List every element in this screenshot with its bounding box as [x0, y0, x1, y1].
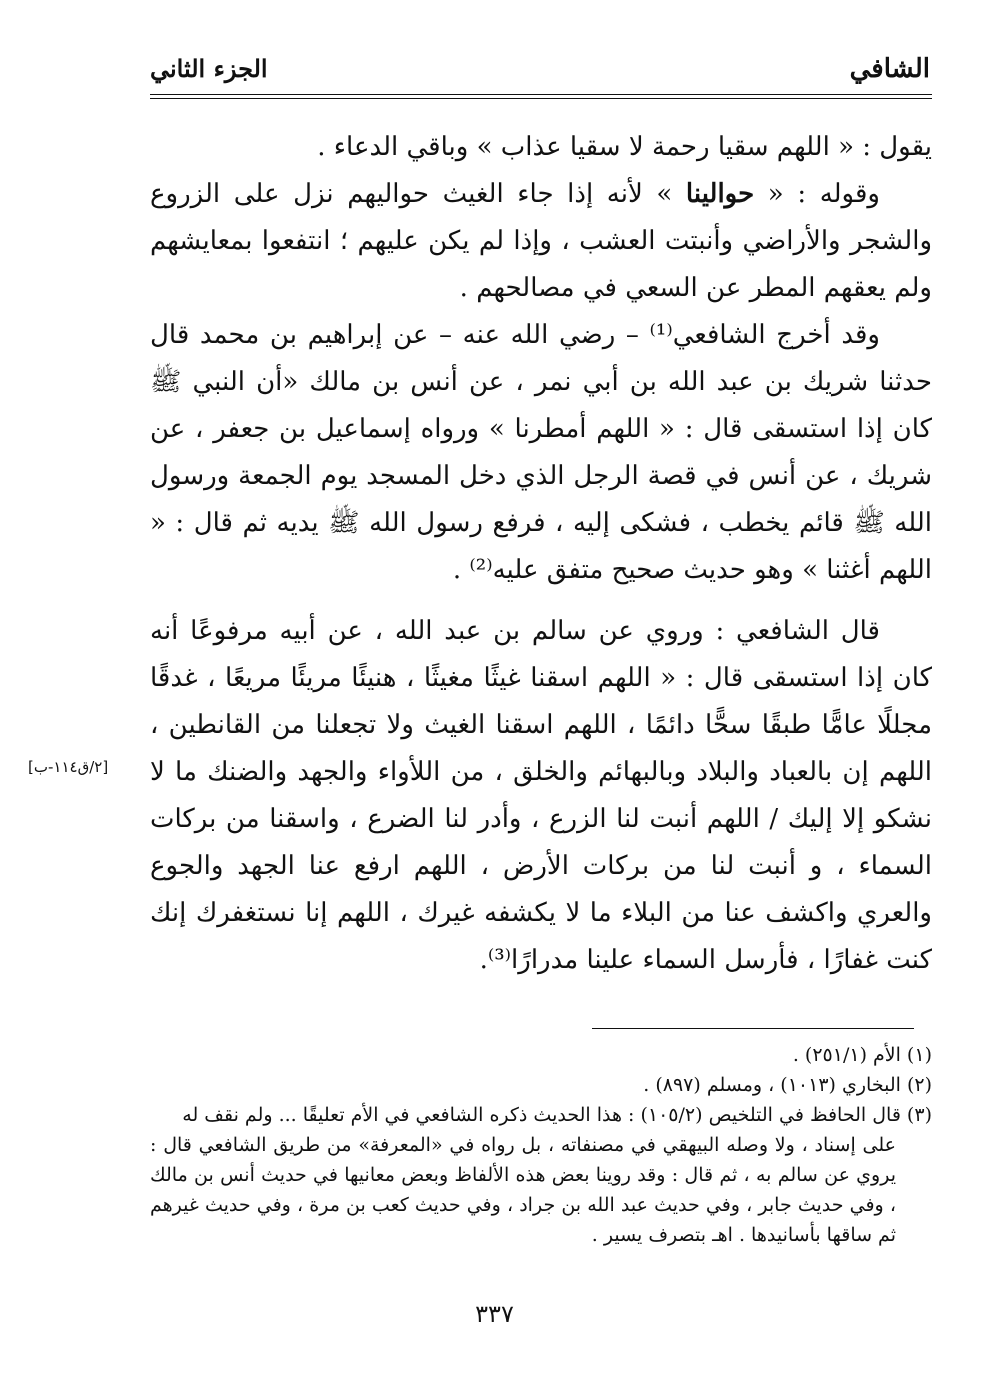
- paragraph-2-prefix: وقوله : «: [754, 179, 880, 209]
- footnote-2: (٢) البخاري (١٠١٣) ، ومسلم (٨٩٧) .: [643, 1074, 932, 1096]
- paragraph-2-rest: » لأنه إذا جاء الغيث حواليهم نزل على الزروع والشجر والأراضي وأنبتت العشب ، وإذا لم يكن عليهم ؛ انتفعوا بمعايشهم ولم يعقهم المطر عن السعي في مصالحهم .: [150, 179, 932, 303]
- main-text: [150, 124, 932, 984]
- footnote-separator: [592, 1028, 914, 1029]
- page-number: ٣٣٧: [475, 1300, 514, 1328]
- volume-label: الجزء الثاني: [150, 54, 268, 83]
- book-title: الشافي: [849, 54, 930, 84]
- running-header: [150, 52, 930, 92]
- header-rule: [150, 94, 932, 99]
- paragraph-3: وقد أخرج الشافعي⁽¹⁾ – رضي الله عنه – عن إبراهيم بن محمد قال حدثنا شريك بن عبد الله بن أبي نمر ، عن أنس بن مالك «أن النبي ﷺ كان إذا استسقى قال : « اللهم أمطرنا » ورواه إسماعيل بن جعفر ، عن شريك ، عن أنس في قصة الرجل الذي دخل المسجد يوم الجمعة ورسول الله ﷺ قائم يخطب ، فشكى إليه ، فرفع رسول الله ﷺ يديه ثم قال : « اللهم أغثنا » وهو حديث صحيح متفق عليه⁽²⁾ .: [150, 320, 932, 585]
- footnote-1: (١) الأم (٢٥١/١) .: [792, 1044, 932, 1066]
- highlighted-word: حوالينا: [685, 179, 755, 209]
- paragraph-2: [150, 171, 932, 312]
- footnote-3-first-line: (٣) قال الحافظ في التلخيص (١٠٥/٢) : هذا الحديث ذكره الشافعي في الأم تعليقًا ... ولم نقف له: [182, 1104, 932, 1126]
- manuscript-folio-marker: [٢/ق١١٤-ب]: [28, 758, 109, 776]
- paragraph-1: يقول : « اللهم سقيا رحمة لا سقيا عذاب » وباقي الدعاء .: [317, 132, 932, 162]
- footnote-3-continuation: على إسناد ، ولا وصله البيهقي في مصنفاته ، بل رواه في «المعرفة» من طريق الشافعي قال : يروي عن سالم به ، ثم قال : وقد روينا بعض هذه الألفاظ وبعض معانيها في حديث أنس بن مالك ، وفي حديث جابر ، وفي حديث عبد الله بن جراد ، وفي حديث كعب بن مرة ، وفي حديث غيرهم ثم ساقها بأسانيدها . اهـ بتصرف يسير .: [150, 1134, 896, 1246]
- paragraph-4: قال الشافعي : وروي عن سالم بن عبد الله ، عن أبيه مرفوعًا أنه كان إذا استسقى قال : « اللهم اسقنا غيثًا مغيثًا ، هنيئًا مريئًا مريعًا ، غدقًا مجللًا عامًّا طبقًا سحًّا دائمًا ، اللهم اسقنا الغيث ولا تجعلنا من القانطين ، اللهم إن بالعباد والبلاد وبالبهائم والخلق ، من اللأواء والجهد والضنك ما لا نشكو إلا إليك / اللهم أنبت لنا الزرع ، وأدر لنا الضرع ، واسقنا من بركات السماء ، و أنبت لنا من بركات الأرض ، اللهم ارفع عنا الجهد والجوع والعري واكشف عنا من البلاء ما لا يكشفه غيرك ، اللهم إنا نستغفرك إنك كنت غفارًا ، فأرسل السماء علينا مدرارًا⁽³⁾.: [150, 616, 932, 975]
- footnotes: [150, 1040, 932, 1250]
